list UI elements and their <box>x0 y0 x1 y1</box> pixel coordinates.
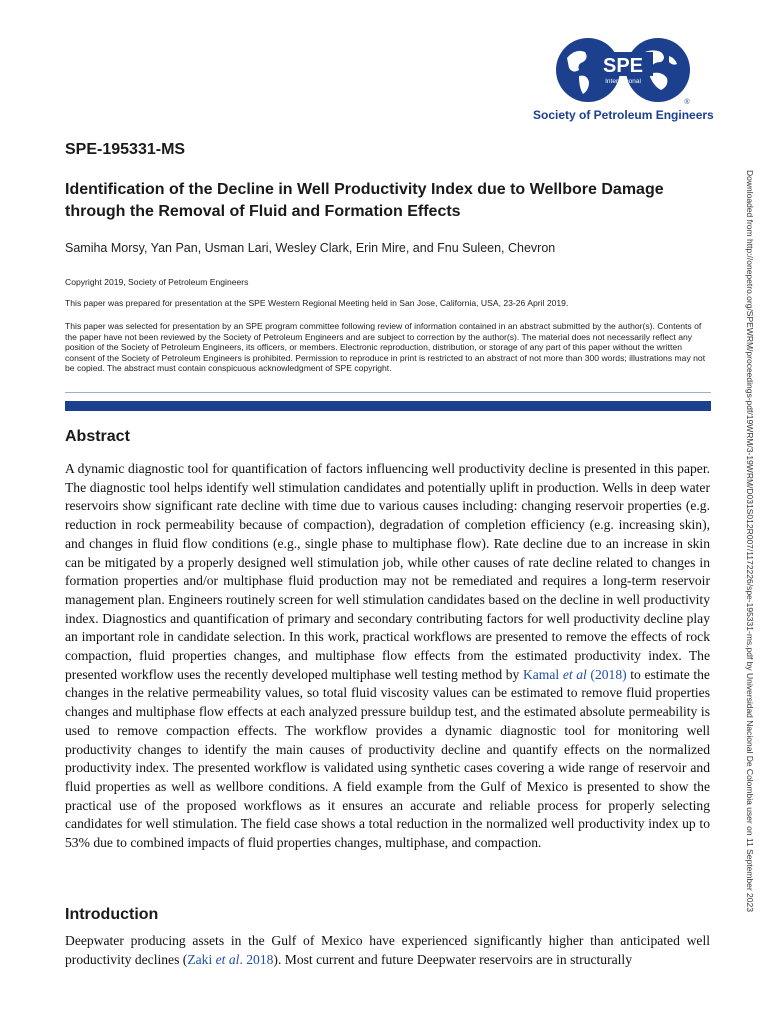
paper-title: Identification of the Decline in Well Productivity Index due to Wellbore Damage through the Removal of Fluid and Formation Effects <box>65 181 664 220</box>
citation-link-kamal[interactable]: Kamal et al (2018) <box>522 666 627 682</box>
citation-link-zaki[interactable]: Zaki et al. 2018 <box>187 951 274 967</box>
abstract-body <box>65 460 710 853</box>
download-note: Downloaded from http://onepetro.org/SPEWRM/proceedings-pdf/19WRM/3-19WRM/D031S012R007/1172226/spe-195331-ms.pdf by Universidad Nacional De Colombia user on 11 September 2023 <box>745 170 755 912</box>
abstract-text-part2: to estimate the changes in the relative permeability values, so total fluid viscosity values can be estimated to remove fluid properties changes and multiphase flow effects at each analyzed pressure buildup test, and the estimated absolute permeability is used to remove compaction effects. The workflow provides a dynamic diagnostic tool for monitoring well productivity changes to identify the main causes of productivity decline and quantify effects on the normalized productivity index. The presented workflow is validated using synthetic cases covering a wide range of reservoir and fluid properties as well as wellbore conditions. A field example from the Gulf of Mexico is presented to show the practical use of the proposed workflows as it ensures an accurate and reliable process for properly selecting candidates for well stimulation. The field case shows a total reduction in the normalized well productivity index up to 53% due to combined impacts of fluid properties changes, multiphase, and compaction. <box>65 666 710 851</box>
introduction-body <box>65 932 710 969</box>
intro-text-part1: Deepwater producing assets in the Gulf of Mexico have experienced significantly higher than anticipated well productivity declines ( <box>65 933 710 967</box>
abstract-text-part1: A dynamic diagnostic tool for quantification of factors influencing well productivity decline is presented in this paper. The diagnostic tool helps identify well stimulation candidates and potentially uplift in production. Wells in deep water reservoirs show significant rate decline with time due to various causes including: changing reservoir properties (e.g. reduction in rock permeability because of compaction), degradation of completion efficiency (e.g. increasing skin), and changes in fluid flow conditions (e.g., single phase to multiphase flow). Rate decline due to an increase in skin can be mitigated by a properly designed well stimulation job, while other causes of rate decline related to changes in formation properties and/or multiphase fluid production may not be remediated and requires a long-term reservoir management plan. Engineers routinely screen for well stimulation candidates based on the decline in well productivity index. Diagnostics and quantification of primary and secondary contributing factors for well productivity decline play an important role in candidate selection. In this work, practical workflows are presented to remove the effects of rock compaction, fluid properties changes, and multiphase flow effects from the estimated productivity index. The presented workflow uses the recently developed multiphase well testing method by <box>65 461 710 682</box>
paper-authors: Samiha Morsy, Yan Pan, Usman Lari, Wesley Clark, Erin Mire, and Fnu Suleen, Chevron <box>65 241 556 255</box>
copyright-notice: Copyright 2019, Society of Petroleum Engineers <box>65 277 249 287</box>
logo-caption: Society of Petroleum Engineers <box>533 108 714 122</box>
globe-icon <box>553 30 693 110</box>
selection-notice: This paper was selected for presentation by an SPE program committee following review of information contained in an abstract submitted by the author(s). Contents of the paper have not been reviewed by the Society of Petroleum Engineers and are subject to correction by the author(s). The material does not necessarily reflect any position of the Society of Petroleum Engineers, its officers, or members. Electronic reproduction, distribution, or storage of any part of this paper without the written consent of the Society of Petroleum Engineers is prohibited. Permission to reproduce in print is restricted to an abstract of not more than 300 words; illustrations may not be copied. The abstract must contain conspicuous acknowledgment of SPE copyright. <box>65 321 706 373</box>
abstract-heading: Abstract <box>65 428 130 445</box>
divider-thin <box>65 392 711 393</box>
introduction-heading: Introduction <box>65 906 159 923</box>
spe-logo <box>533 30 714 126</box>
divider-bar <box>65 401 711 411</box>
svg-text:International: International <box>605 78 641 85</box>
svg-text:SPE: SPE <box>602 55 644 77</box>
intro-text-part2: ). Most current and future Deepwater reservoirs are in structurally <box>273 951 633 967</box>
paper-id: SPE-195331-MS <box>65 141 186 158</box>
presentation-notice: This paper was prepared for presentation at the SPE Western Regional Meeting held in San Jose, California, USA, 23-26 April 2019. <box>65 298 569 308</box>
svg-text:®: ® <box>684 99 690 106</box>
